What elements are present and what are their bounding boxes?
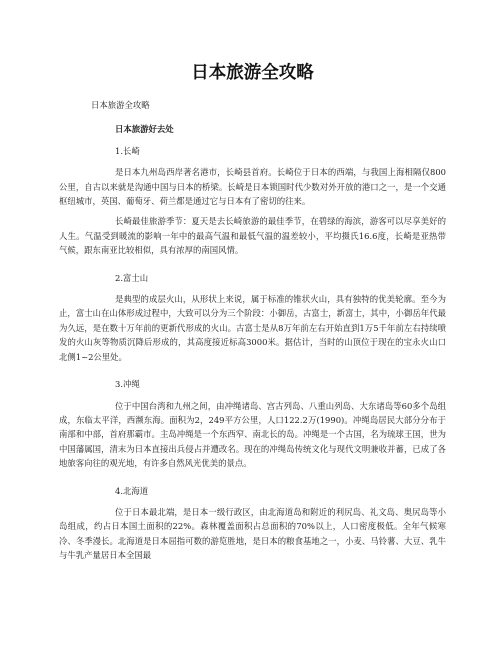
paragraph: 位于中国台湾和九州之间，由冲绳诸岛、宫古列岛、八重山列岛、大东诸岛等60多个岛组成，东临太平洋，西濒东海。面积为2，249平方公里，人口122.2万(1990)。冲绳岛居民大部分分布于南部和中部，首府那霸市。主岛冲绳是一个东西窄、南北长的岛。冲绳是一个古国，名为琉球王国，世为中国藩属国，清末为日本直接出兵侵占并遭改名。现在的冲绳岛传统文化与现代文明兼收并蓄，已成了各地旅客向往的观光地，有许多自然风光优美的景点。 [59,400,446,469]
paragraph: 长崎最佳旅游季节：夏天是去长崎旅游的最佳季节，在碧绿的海滨，游客可以尽享美好的人生。气温受到暖流的影响一年中的最高气温和最低气温的温差较小，平均摄氏16.6度，长崎是亚热带气候，跟东南亚比较相似，具有浓厚的南国风情。 [59,216,446,256]
paragraph: 是典型的成层火山，从形状上来说，属于标准的锥状火山，具有独特的优美轮廓。至今为止，富士山在山体形成过程中，大致可以分为三个阶段：小御岳，古富士，新富士，其中，小御岳年代最为久远，是在数十万年前的更新代形成的火山。古富士是从8万年前左右开始直到1万5千年前左右持续喷发的火山灰等物质沉降后形成的，其高度接近标高3000米。据估计，当时的山顶位于现在的宝永火山口北侧1~2公里处。 [59,294,446,362]
document-subtitle: 日本旅游全攻略 [91,100,150,110]
section-okinawa [59,377,446,470]
document-title: 日本旅游全攻略 [191,63,314,83]
section-heading: 日本旅游好去处 [115,124,174,135]
item-title: 3.冲绳 [115,379,140,390]
item-title: 1.长崎 [115,145,140,156]
section-nagasaki [59,144,446,258]
item-title: 4.北海道 [115,485,149,496]
paragraph: 是日本九州岛西岸著名港市，长崎县首府。长崎位于日本的西端，与我国上海相隔仅800公里，自古以来就是沟通中国与日本的桥梁。长崎是日本锁国时代少数对外开放的港口之一，是一个交通枢纽城市，英国、葡萄牙、荷兰都是通过它与日本有了密切的往来。 [59,167,446,207]
item-title: 2.富士山 [115,272,149,283]
section-hokkaido [59,484,446,563]
section-mount-fuji [59,271,446,364]
paragraph: 位于日本最北端，是日本一级行政区，由北海道岛和附近的利尻岛、礼文岛、奥尻岛等小岛组成，约占日本国土面积的22%。森林覆盖面积占总面积的70%以上，人口密度极低。全年气候寒冷、冬季漫长。北海道是日本屈指可数的游览胜地，是日本的粮食基地之一，小麦、马铃薯、大豆、乳牛与牛乳产量居日本全国最 [59,506,446,561]
